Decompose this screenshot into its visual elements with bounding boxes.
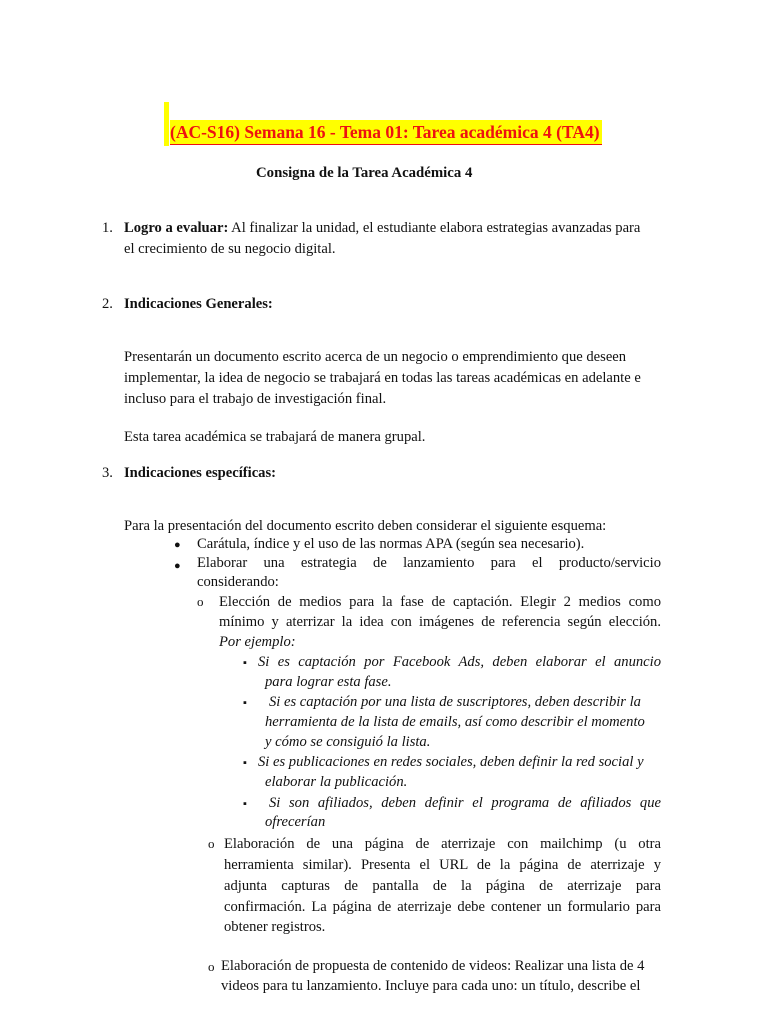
circle-bullet-icon: o: [208, 836, 215, 851]
sub2-line1: Elaboración de una página de aterrizaje con mailchimp (u otra: [224, 836, 661, 852]
section2-para1-line3: incluso para el trabajo de investigación final.: [124, 391, 387, 407]
circle-bullet-icon: o: [208, 959, 215, 974]
ex3-line1: Si es publicaciones en redes sociales, deben definir la red social y: [258, 754, 644, 770]
square-bullet-icon: ▪: [243, 798, 247, 810]
ex4-line1: Si son afiliados, deben definir el programa de afiliados que: [269, 795, 661, 811]
sub2-line4: confirmación. La página de aterrizaje debe contener un formulario para: [224, 899, 661, 915]
section2-para2: Esta tarea académica se trabajará de manera grupal.: [124, 429, 426, 445]
ex1-line2: para lograr esta fase.: [265, 674, 392, 690]
section1-text-line1: Al finalizar la unidad, el estudiante elabora estrategias avanzadas para: [228, 220, 641, 236]
bullet2-line1: Elaborar una estrategia de lanzamiento para el producto/servicio: [197, 555, 661, 571]
sub3-line2: videos para tu lanzamiento. Incluye para cada uno: un título, describe el: [221, 978, 641, 994]
sub1-line2: mínimo y aterrizar la idea con imágenes de referencia según elección.: [219, 614, 661, 630]
bullet-icon: ●: [174, 539, 181, 551]
section2-para1-line2: implementar, la idea de negocio se trabajará en todas las tareas académicas en adelante e: [124, 370, 641, 386]
ex2-line3: y cómo se consiguió la lista.: [265, 734, 431, 750]
sub3-line1: Elaboración de propuesta de contenido de videos: Realizar una lista de 4: [221, 958, 645, 974]
section2-para1-line1: Presentarán un documento escrito acerca de un negocio o emprendimiento que deseen: [124, 349, 627, 365]
section3-intro: Para la presentación del documento escrito deben considerar el siguiente esquema:: [124, 518, 607, 534]
section3-number: 3.: [102, 465, 113, 481]
ex4-line2: ofrecerían: [265, 814, 326, 830]
highlight-bar: [164, 102, 169, 146]
section1-text-line2: el crecimiento de su negocio digital.: [124, 241, 336, 257]
subtitle: Consigna de la Tarea Académica 4: [256, 165, 473, 181]
bullet1-text: Carátula, índice y el uso de las normas APA (según sea necesario).: [197, 536, 585, 552]
ex3-line2: elaborar la publicación.: [265, 774, 408, 790]
sub1-line1: Elección de medios para la fase de captación. Elegir 2 medios como: [219, 594, 661, 610]
circle-bullet-icon: o: [197, 594, 204, 609]
section2-label: Indicaciones Generales:: [124, 296, 273, 312]
ex1-line1: Si es captación por Facebook Ads, deben elaborar el anuncio: [258, 654, 661, 670]
section1-number: 1.: [102, 220, 113, 236]
title-block: [164, 102, 600, 146]
bullet-icon: ●: [174, 560, 181, 572]
page-title: [170, 120, 602, 145]
ex2-line2: herramienta de la lista de emails, así como describir el momento: [265, 714, 645, 730]
square-bullet-icon: ▪: [243, 657, 247, 669]
square-bullet-icon: ▪: [243, 697, 247, 709]
section2-number: 2.: [102, 296, 113, 312]
sub2-line3: adjunta capturas de pantalla de la página de aterrizaje para: [224, 878, 661, 894]
sub1-line3: Por ejemplo:: [219, 634, 296, 650]
ex2-line1: Si es captación por una lista de suscriptores, deben describir la: [269, 694, 641, 710]
section3-label: Indicaciones específicas:: [124, 465, 277, 481]
page-title-text: (AC-S16) Semana 16 - Tema 01: Tarea académica 4 (TA4): [170, 122, 600, 142]
sub2-line5: obtener registros.: [224, 919, 326, 935]
section1-label: Logro a evaluar:: [124, 220, 229, 236]
sub2-line2: herramienta similar). Presenta el URL de la página de aterrizaje y: [224, 857, 661, 873]
square-bullet-icon: ▪: [243, 757, 247, 769]
bullet2-line2: considerando:: [197, 574, 279, 590]
section1-line1: [124, 218, 661, 238]
